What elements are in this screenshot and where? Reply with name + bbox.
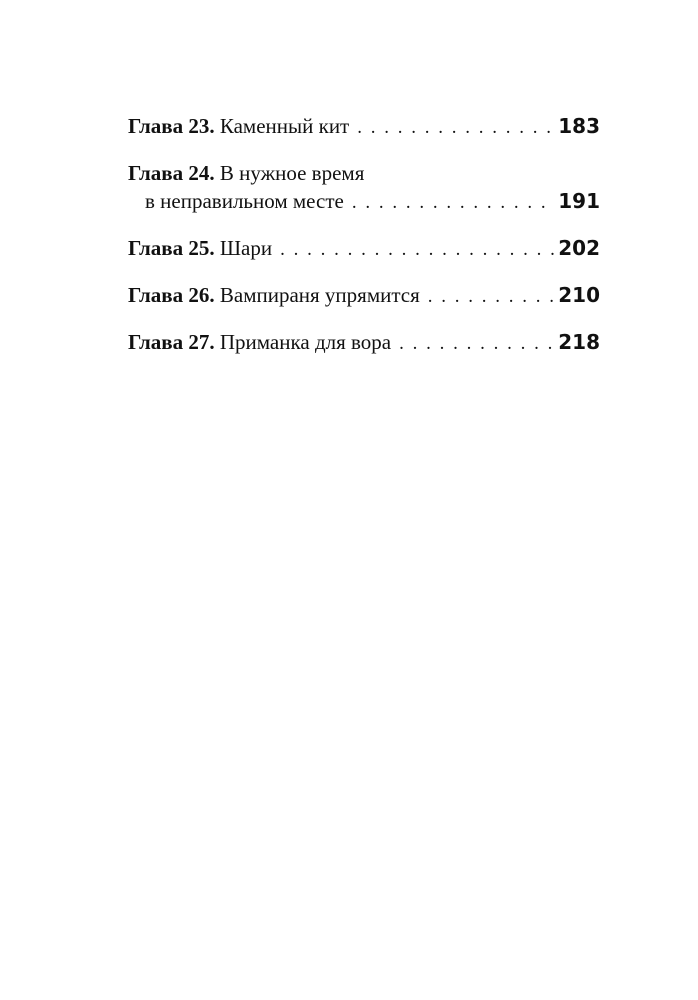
chapter-number: Глава 26. — [128, 283, 215, 307]
toc-entry-26[interactable] — [128, 281, 600, 311]
chapter-title: Приманка для вора — [219, 330, 392, 354]
page-number: 218 — [558, 330, 600, 354]
page-number: 183 — [558, 114, 600, 138]
chapter-title: Вампираня упрямится — [219, 283, 420, 307]
toc-line — [128, 234, 600, 264]
toc-line — [128, 281, 600, 311]
page-number: 210 — [558, 283, 600, 307]
dot-leader — [352, 189, 554, 217]
toc-entry-23[interactable] — [128, 112, 600, 142]
page-number: 202 — [558, 236, 600, 260]
toc-line — [128, 159, 600, 187]
toc-entry-24[interactable] — [128, 159, 600, 217]
dot-leader — [280, 236, 554, 264]
chapter-number: Глава 25. — [128, 236, 215, 260]
chapter-number: Глава 23. — [128, 114, 215, 138]
dot-leader — [428, 283, 554, 311]
chapter-title: Каменный кит — [219, 114, 350, 138]
toc-entry-27[interactable] — [128, 328, 600, 358]
table-of-contents — [128, 112, 600, 358]
toc-entry-25[interactable] — [128, 234, 600, 264]
toc-line-continued — [128, 187, 600, 217]
toc-line — [128, 112, 600, 142]
chapter-title: Шари — [219, 236, 273, 260]
dot-leader — [357, 114, 554, 142]
chapter-number: Глава 27. — [128, 330, 215, 354]
page-number: 191 — [558, 189, 600, 213]
chapter-title-continued: в неправильном месте — [145, 189, 344, 213]
toc-line — [128, 328, 600, 358]
chapter-title: В нужное время — [219, 161, 365, 185]
dot-leader — [399, 330, 554, 358]
chapter-number: Глава 24. — [128, 161, 215, 185]
